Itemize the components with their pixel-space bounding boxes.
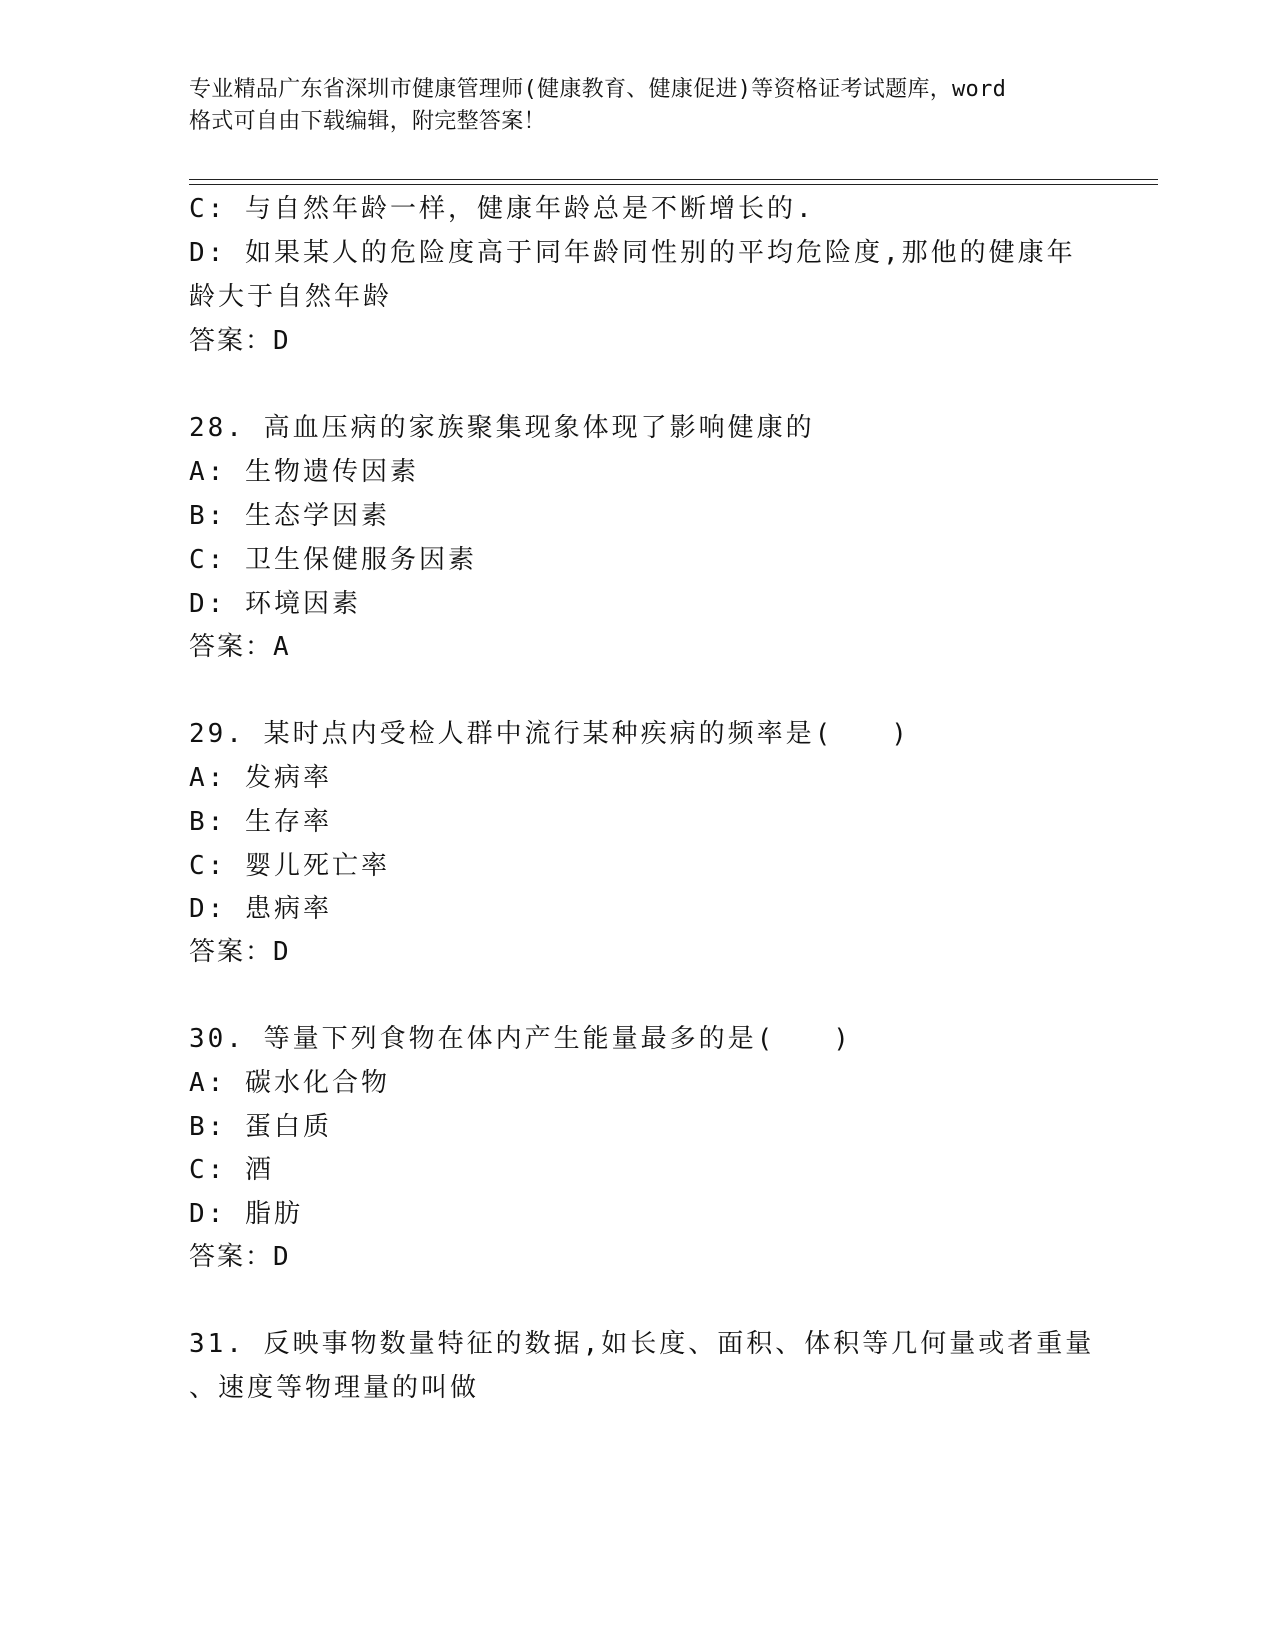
q30-option-d: D: 脂肪 bbox=[189, 1199, 303, 1229]
answer-value: D bbox=[273, 937, 290, 967]
q28-answer bbox=[189, 630, 290, 664]
header-line-2: 格式可自由下载编辑，附完整答案！ bbox=[189, 109, 546, 134]
answer-value: A bbox=[273, 632, 290, 662]
q27-option-d-line2: 龄大于自然年龄 bbox=[189, 282, 393, 312]
answer-label: 答案： bbox=[189, 1242, 274, 1272]
q29-answer bbox=[189, 935, 290, 969]
q29-stem: 29. 某时点内受检人群中流行某种疾病的频率是( ) bbox=[189, 719, 910, 749]
answer-value: D bbox=[273, 326, 290, 356]
header-line-1: 专业精品广东省深圳市健康管理师(健康教育、健康促进)等资格证考试题库，word bbox=[189, 77, 1007, 102]
q29-option-a: A: 发病率 bbox=[189, 763, 332, 793]
q28-stem: 28. 高血压病的家族聚集现象体现了影响健康的 bbox=[189, 413, 815, 443]
answer-value: D bbox=[273, 1242, 290, 1272]
q28-option-c: C: 卫生保健服务因素 bbox=[189, 545, 477, 575]
page-header bbox=[189, 74, 1089, 138]
q27-answer bbox=[189, 324, 290, 358]
q30-option-c: C: 酒 bbox=[189, 1155, 274, 1185]
q30-stem: 30. 等量下列食物在体内产生能量最多的是( ) bbox=[189, 1024, 852, 1054]
q31-stem-line1: 31. 反映事物数量特征的数据,如长度、面积、体积等几何量或者重量 bbox=[189, 1329, 1095, 1359]
q31-stem-line2: 、速度等物理量的叫做 bbox=[189, 1373, 480, 1403]
q30-answer bbox=[189, 1240, 290, 1274]
q30-option-b: B: 蛋白质 bbox=[189, 1112, 332, 1142]
q30-option-a: A: 碳水化合物 bbox=[189, 1068, 390, 1098]
q28-option-d: D: 环境因素 bbox=[189, 589, 361, 619]
header-divider-bottom bbox=[189, 184, 1158, 185]
answer-label: 答案： bbox=[189, 937, 274, 967]
q28-option-a: A: 生物遗传因素 bbox=[189, 457, 419, 487]
answer-label: 答案： bbox=[189, 326, 274, 356]
q27-option-c: C: 与自然年龄一样，健康年龄总是不断增长的. bbox=[189, 194, 815, 224]
q29-option-b: B: 生存率 bbox=[189, 807, 332, 837]
answer-label: 答案： bbox=[189, 632, 274, 662]
q29-option-c: C: 婴儿死亡率 bbox=[189, 851, 390, 881]
q28-option-b: B: 生态学因素 bbox=[189, 501, 390, 531]
q27-option-d-line1: D: 如果某人的危险度高于同年龄同性别的平均危险度,那他的健康年 bbox=[189, 238, 1076, 268]
header-divider-top bbox=[189, 179, 1158, 180]
q29-option-d: D: 患病率 bbox=[189, 894, 332, 924]
